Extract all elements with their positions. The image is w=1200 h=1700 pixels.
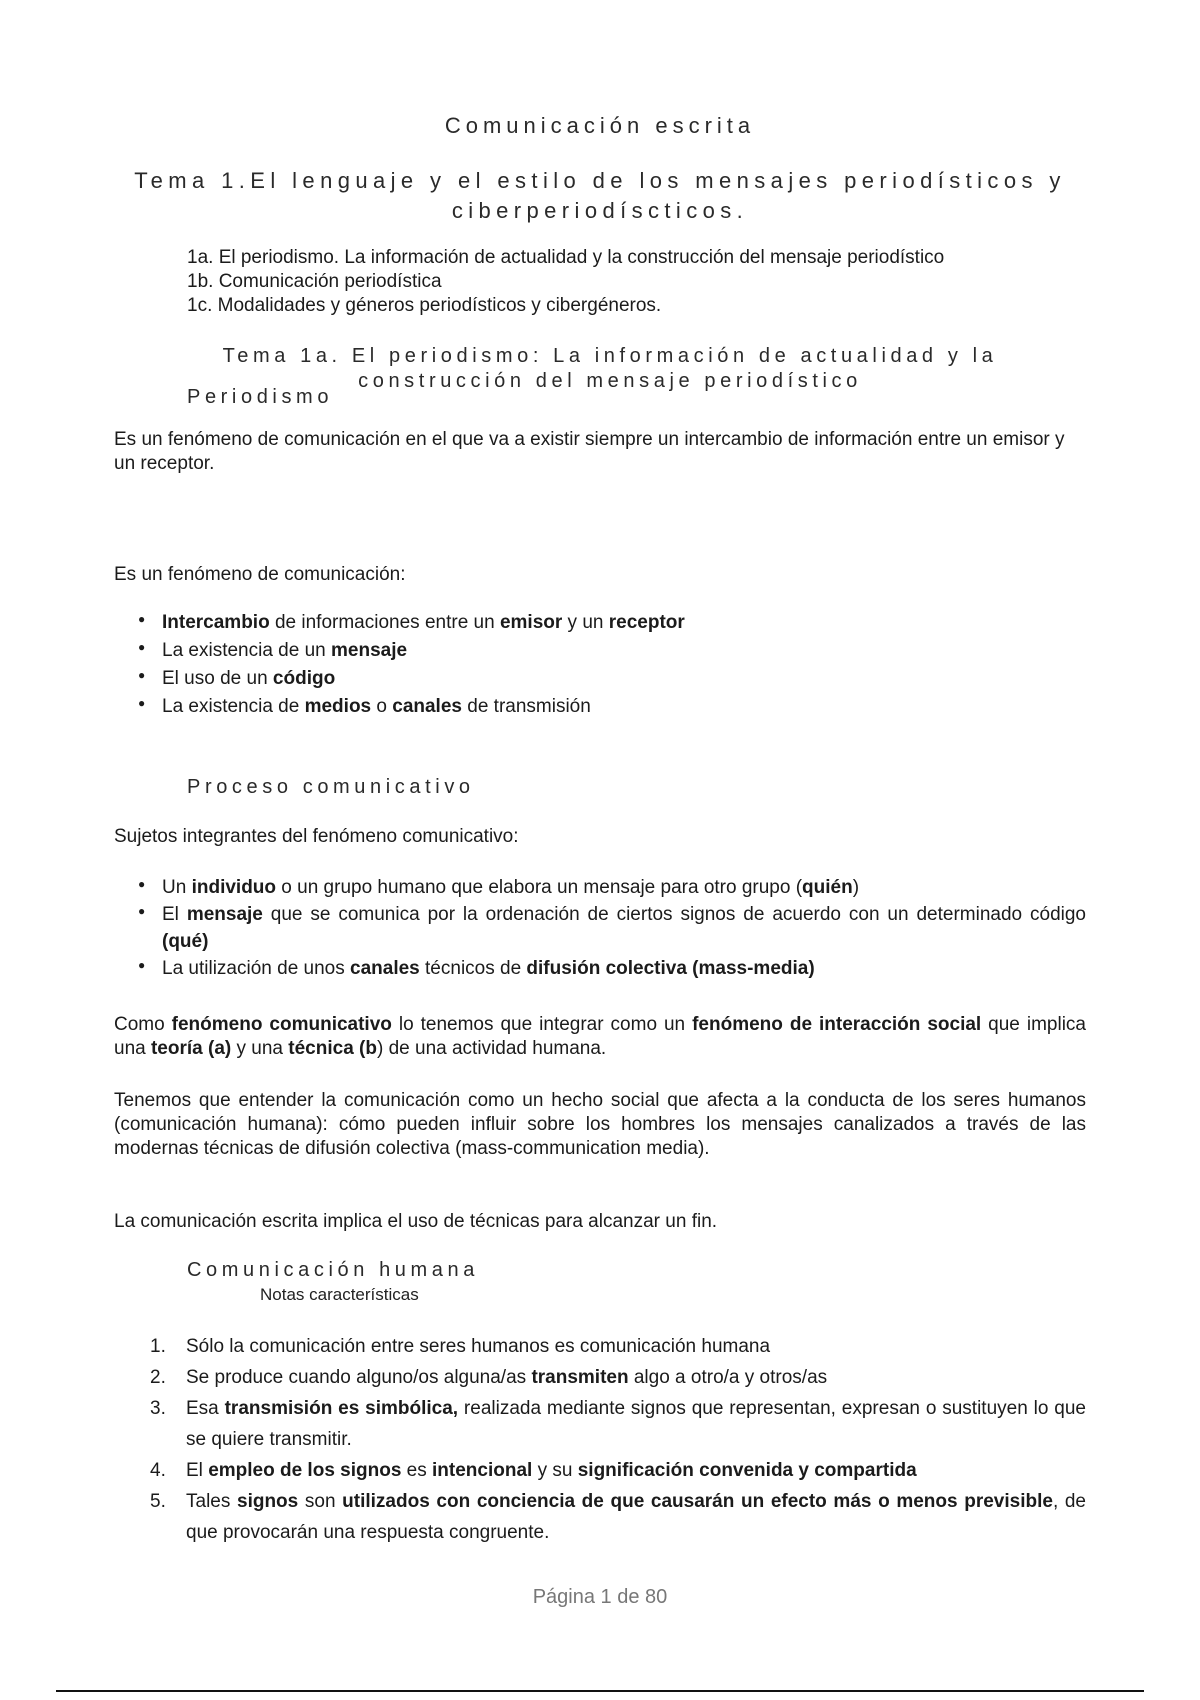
- list-item: ● La existencia de medios o canales de transmisión: [138, 693, 1086, 721]
- section-heading-humana: Comunicación humana: [187, 1259, 479, 1281]
- bullet-icon: ●: [138, 668, 146, 682]
- list-item: ● Un individuo o un grupo humano que elabora un mensaje para otro grupo (quién): [138, 874, 1086, 901]
- proceso-paragraph-1: Como fenómeno comunicativo lo tenemos que integrar como un fenómeno de interacción social que implica una teoría (a) y una técnica (b) de una actividad humana.: [114, 1014, 1086, 1059]
- tema-title: Tema 1.El lenguaje y el estilo de los mensajes periodísticos y ciberperiodíscticos.: [134, 168, 1066, 223]
- proceso-paragraph-2: Tenemos que entender la comunicación como un hecho social que afecta a la conducta de los seres humanos (comunicación humana): cómo pueden influir sobre los hombres los mensajes canalizados a través de las modernas técnicas de difusión colectiva (mass-communication media).: [114, 1090, 1086, 1159]
- list-item: 5. Tales signos son utilizados con conciencia de que causarán un efecto más o menos previsible, de que provocarán una respuesta congruente.: [150, 1491, 1086, 1543]
- list-item: 1. Sólo la comunicación entre seres humanos es comunicación humana: [150, 1336, 771, 1357]
- list-item: 3. Esa transmisión es simbólica, realizada mediante signos que representan, expresan o sustituyen lo que se quiere transmitir.: [150, 1398, 1086, 1450]
- toc-item: 1b. Comunicación periodística: [187, 271, 442, 292]
- bullet-icon: ●: [138, 958, 146, 972]
- periodismo-definition: Es un fenómeno de comunicación en el que va a existir siempre un intercambio de información entre un emisor y un receptor.: [114, 429, 1065, 474]
- list-item: ● Intercambio de informaciones entre un emisor y un receptor: [138, 609, 1086, 637]
- bullet-icon: ●: [138, 696, 146, 710]
- table-of-contents: [187, 246, 1087, 318]
- subtema-title: Tema 1a. El periodismo: La información de actualidad y la construcción del mensaje periodístico: [222, 345, 998, 392]
- list-item: 4. El empleo de los signos es intencional y su significación convenida y compartida: [150, 1460, 917, 1481]
- bullet-icon: ●: [138, 877, 146, 891]
- bullet-icon: ●: [138, 612, 146, 626]
- list-item: ● El mensaje que se comunica por la ordenación de ciertos signos de acuerdo con un determinado código (qué): [138, 901, 1086, 955]
- section-heading-periodismo: Periodismo: [187, 386, 334, 408]
- humana-subheading: Notas características: [260, 1285, 419, 1304]
- list-item: ● El uso de un código: [138, 665, 1086, 693]
- toc-item: 1c. Modalidades y géneros periodísticos y cibergéneros.: [187, 295, 662, 316]
- section-heading-proceso: Proceso comunicativo: [187, 776, 475, 798]
- list-item: ● La utilización de unos canales técnicos de difusión colectiva (mass-media): [138, 955, 1086, 982]
- periodismo-intro: Es un fenómeno de comunicación:: [114, 564, 406, 585]
- bullet-icon: ●: [138, 904, 146, 918]
- proceso-intro: Sujetos integrantes del fenómeno comunicativo:: [114, 826, 519, 847]
- proceso-bullet-list: [138, 874, 1086, 982]
- list-item: 2. Se produce cuando alguno/os alguna/as transmiten algo a otro/a y otros/as: [150, 1367, 828, 1388]
- page-number: Página 1 de 80: [532, 1586, 668, 1608]
- periodismo-bullet-list: [138, 609, 1086, 721]
- list-item: ● La existencia de un mensaje: [138, 637, 1086, 665]
- document-title: Comunicación escrita: [444, 113, 756, 138]
- proceso-paragraph-3: La comunicación escrita implica el uso de técnicas para alcanzar un fin.: [114, 1211, 718, 1232]
- bullet-icon: ●: [138, 640, 146, 654]
- humana-numbered-list: [150, 1331, 1086, 1548]
- toc-item: 1a. El periodismo. La información de actualidad y la construcción del mensaje periodístico: [187, 247, 945, 268]
- bottom-rule: [56, 1690, 1144, 1692]
